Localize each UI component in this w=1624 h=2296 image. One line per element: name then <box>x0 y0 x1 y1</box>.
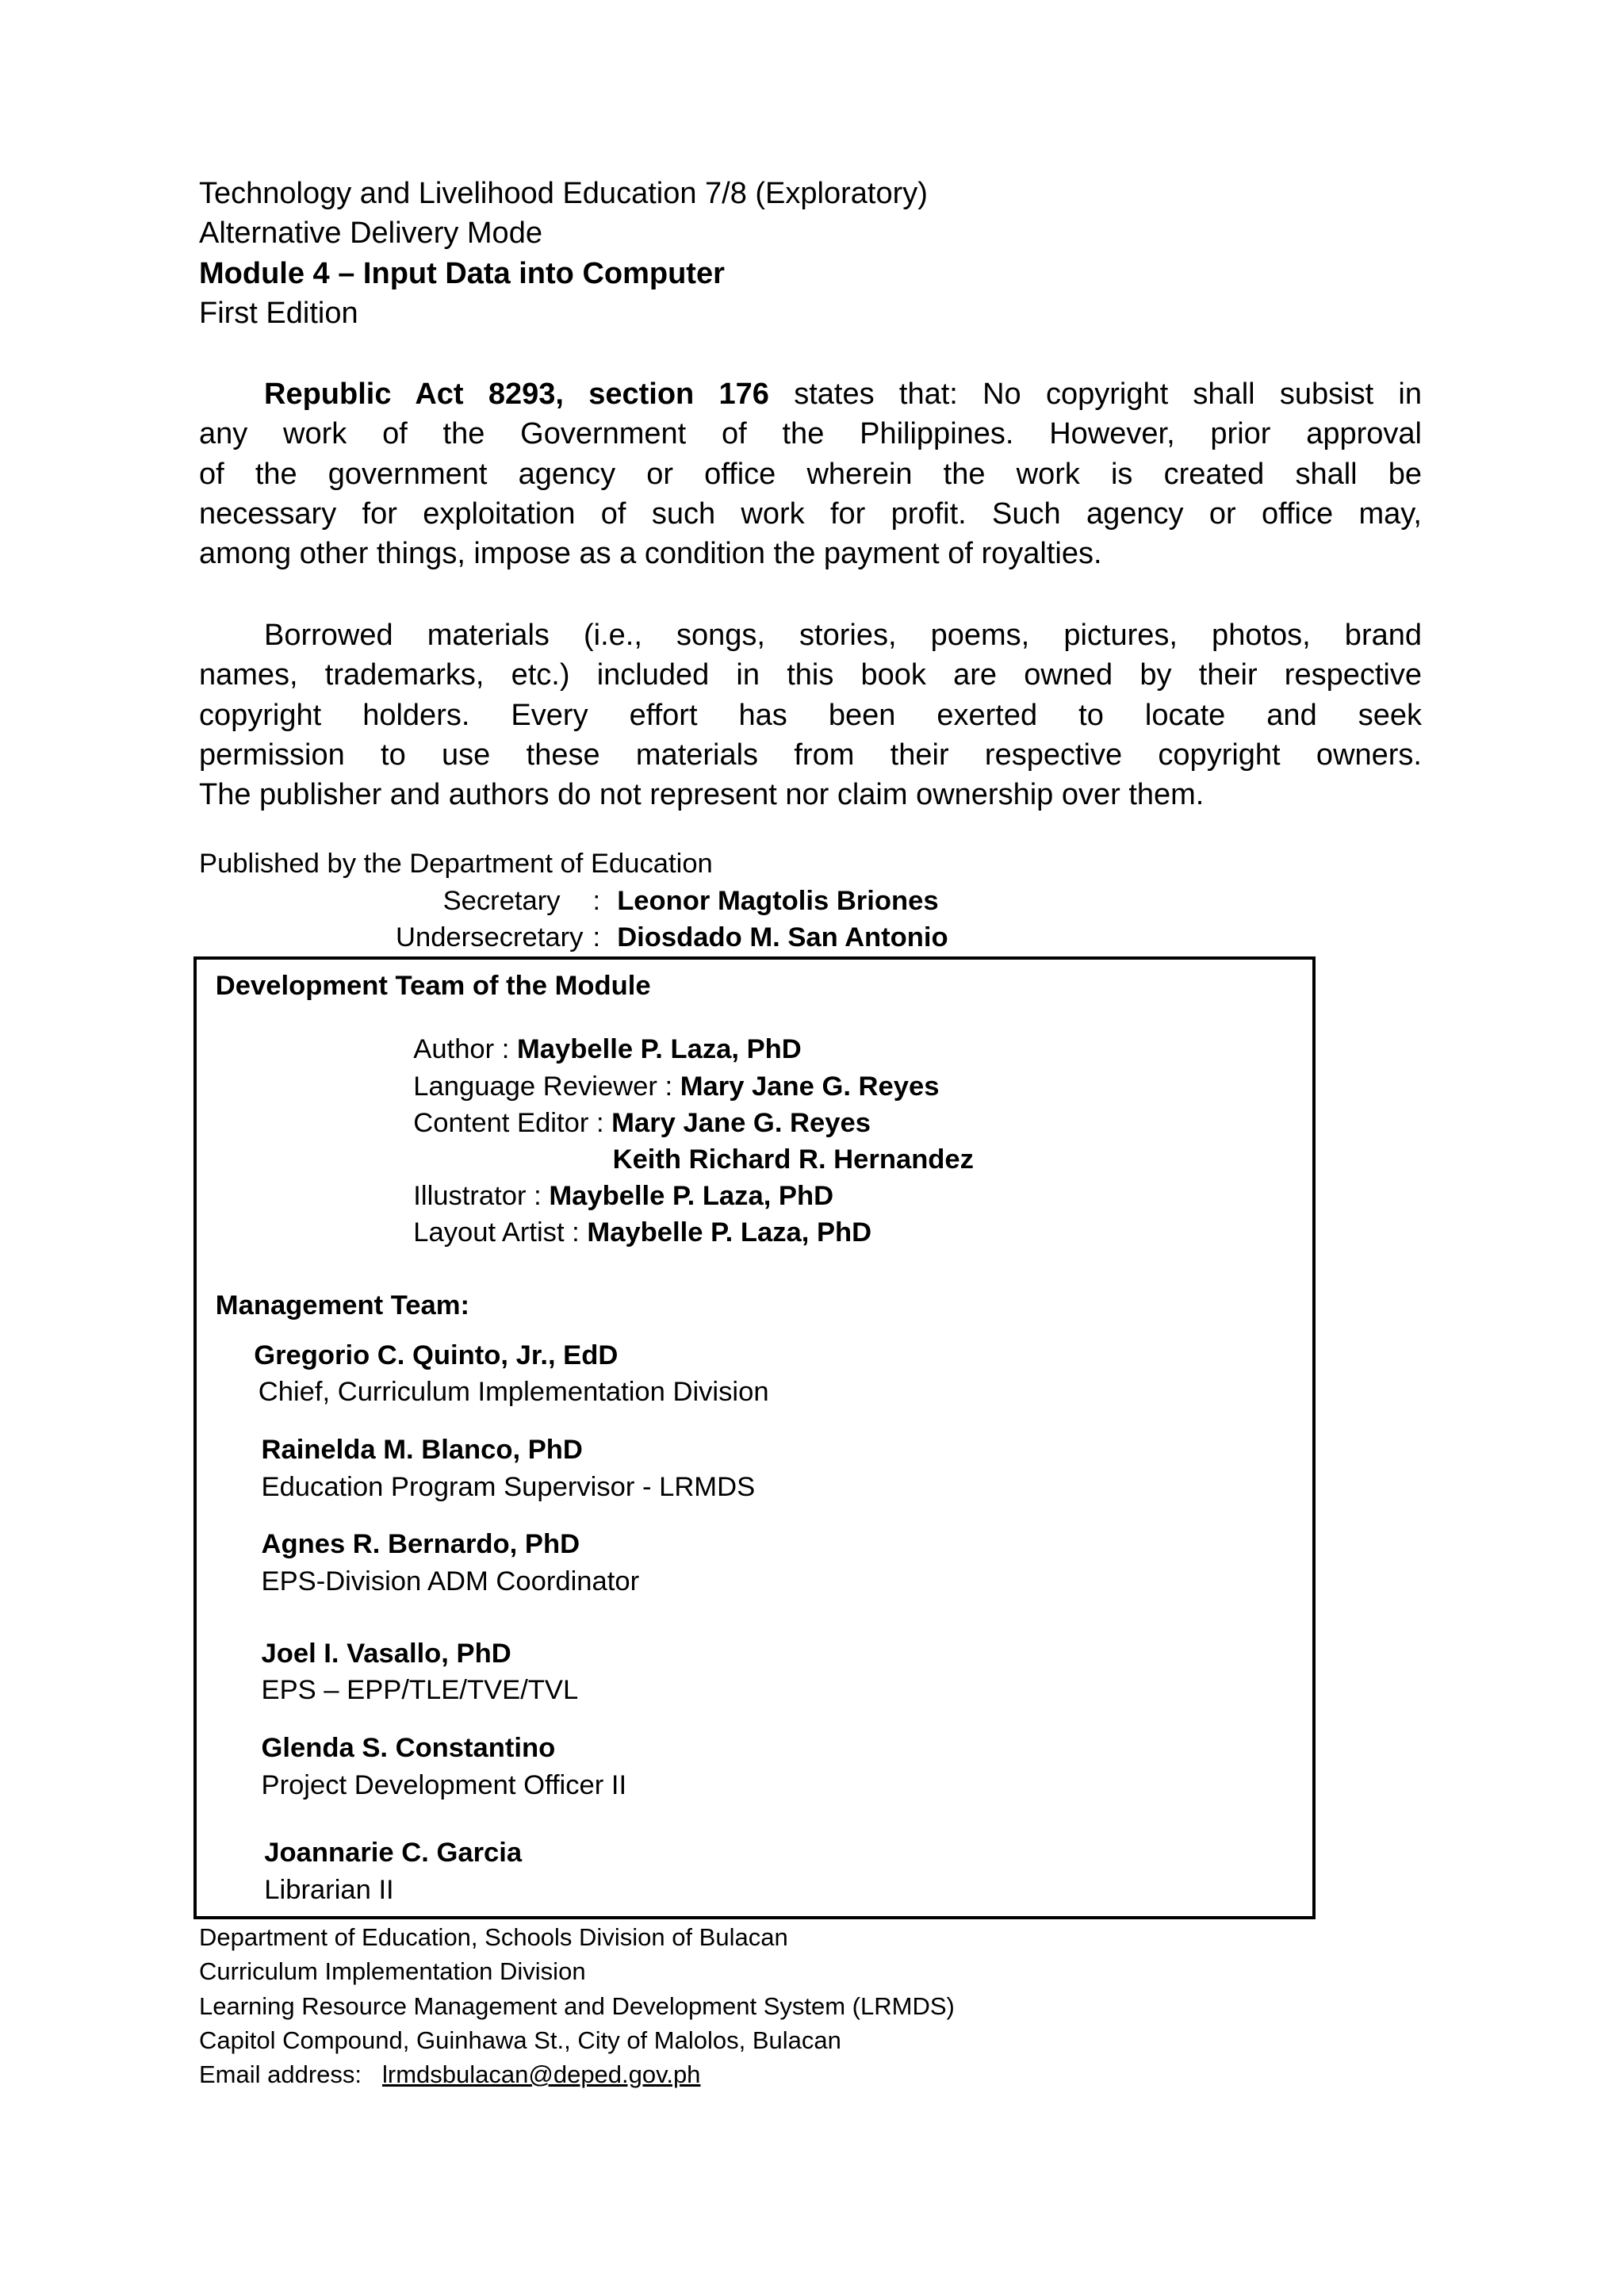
development-team-list <box>413 1031 974 1251</box>
dev-team-role: Illustrator : <box>413 1181 542 1212</box>
official-separator: : <box>592 885 601 916</box>
text-line: among other things, impose as a condition the payment of royalties. <box>199 537 1102 570</box>
dev-team-member-name: Maybelle P. Laza, PhD <box>587 1217 872 1248</box>
text-line: copyright holders. Every effort has been exerted to locate and seek <box>199 698 1422 732</box>
management-member <box>264 1834 522 1908</box>
member-name: Agnes R. Bernardo, PhD <box>261 1529 580 1560</box>
dev-team-row <box>413 1214 974 1251</box>
text-line: permission to use these materials from their respective copyright owners. <box>199 738 1422 772</box>
address-line: Curriculum Implementation Division <box>199 1957 586 1986</box>
dev-team-member-name: Keith Richard R. Hernandez <box>612 1144 974 1175</box>
management-member <box>254 1337 768 1411</box>
development-team-box <box>193 956 1316 1919</box>
member-name: Joannarie C. Garcia <box>264 1838 523 1869</box>
address-line: Department of Education, Schools Division of Bulacan <box>199 1923 788 1951</box>
text-line: any work of the Government of the Philippines. However, prior approval <box>199 417 1422 451</box>
text-line: names, trademarks, etc.) included in this book are owned by their respective <box>199 658 1422 692</box>
dev-team-member-name: Mary Jane G. Reyes <box>680 1071 940 1102</box>
dev-team-row <box>413 1068 974 1105</box>
copyright-notice-paragraph <box>199 374 1422 573</box>
member-position: EPS – EPP/TLE/TVE/TVL <box>261 1675 579 1706</box>
text-line: Borrowed materials (i.e., songs, stories, poems, pictures, photos, brand <box>264 619 1422 652</box>
dev-team-role: Language Reviewer : <box>413 1071 673 1102</box>
official-separator: : <box>592 922 601 953</box>
dev-team-role: Layout Artist : <box>413 1217 580 1248</box>
dev-team-row <box>413 1178 974 1214</box>
member-position: Project Development Officer II <box>261 1769 627 1800</box>
dev-team-row <box>413 1141 974 1178</box>
member-name: Glenda S. Constantino <box>261 1733 556 1764</box>
management-member <box>262 1432 756 1505</box>
dev-team-role: Author : <box>413 1034 510 1065</box>
published-by: Published by the Department of Education <box>199 849 713 879</box>
text-line <box>199 374 1422 414</box>
official-name: Leonor Magtolis Briones <box>617 885 939 916</box>
management-member <box>262 1730 627 1803</box>
email-label: Email address: <box>199 2060 362 2089</box>
dev-team-row <box>413 1105 974 1141</box>
delivery-mode: Alternative Delivery Mode <box>199 217 542 251</box>
module-header <box>199 174 928 333</box>
edition: First Edition <box>199 296 358 330</box>
official-row-undersecretary <box>0 919 1624 956</box>
text-line: necessary for exploitation of such work for profit. Such agency or office may, <box>199 496 1422 531</box>
development-team-heading: Development Team of the Module <box>215 971 651 1002</box>
management-member <box>262 1526 640 1600</box>
dev-team-member-name: Maybelle P. Laza, PhD <box>517 1034 802 1065</box>
dev-team-role: Content Editor : <box>413 1107 604 1138</box>
member-name: Gregorio C. Quinto, Jr., EdD <box>254 1340 619 1370</box>
management-member <box>262 1635 579 1709</box>
address-line: Learning Resource Management and Development System (LRMDS) <box>199 1991 955 2020</box>
text-line: of the government agency or office wherein the work is created shall be <box>199 457 1422 491</box>
member-position: Librarian II <box>264 1874 394 1905</box>
member-position: Chief, Curriculum Implementation Division <box>258 1377 769 1408</box>
dev-team-row <box>413 1031 974 1068</box>
subject-line: Technology and Livelihood Education 7/8 (Exploratory) <box>199 177 928 210</box>
official-title: Undersecretary <box>396 922 584 953</box>
dev-team-member-name: Maybelle P. Laza, PhD <box>549 1181 834 1212</box>
member-position: EPS-Division ADM Coordinator <box>261 1566 640 1596</box>
member-name: Rainelda M. Blanco, PhD <box>261 1435 583 1466</box>
member-position: Education Program Supervisor - LRMDS <box>261 1471 756 1502</box>
borrowed-materials-paragraph <box>199 615 1422 815</box>
address-line: Capitol Compound, Guinhawa St., City of Malolos, Bulacan <box>199 2026 841 2054</box>
module-title: Module 4 – Input Data into Computer <box>199 256 725 290</box>
member-name: Joel I. Vasallo, PhD <box>261 1638 511 1669</box>
text-line: The publisher and authors do not represent nor claim ownership over them. <box>199 778 1205 811</box>
management-team-heading: Management Team: <box>215 1290 470 1320</box>
office-address <box>199 1920 955 2091</box>
law-citation: Republic Act 8293, section 176 <box>264 378 769 411</box>
email-row <box>199 2057 955 2091</box>
email-link[interactable]: lrmdsbulacan@deped.gov.ph <box>382 2060 701 2089</box>
official-row-secretary <box>0 883 1624 920</box>
official-title: Secretary <box>442 885 561 916</box>
text-fragment: states that: No copyright shall subsist in <box>794 378 1422 411</box>
dev-team-member-name: Mary Jane G. Reyes <box>611 1107 871 1138</box>
official-name: Diosdado M. San Antonio <box>617 922 948 953</box>
